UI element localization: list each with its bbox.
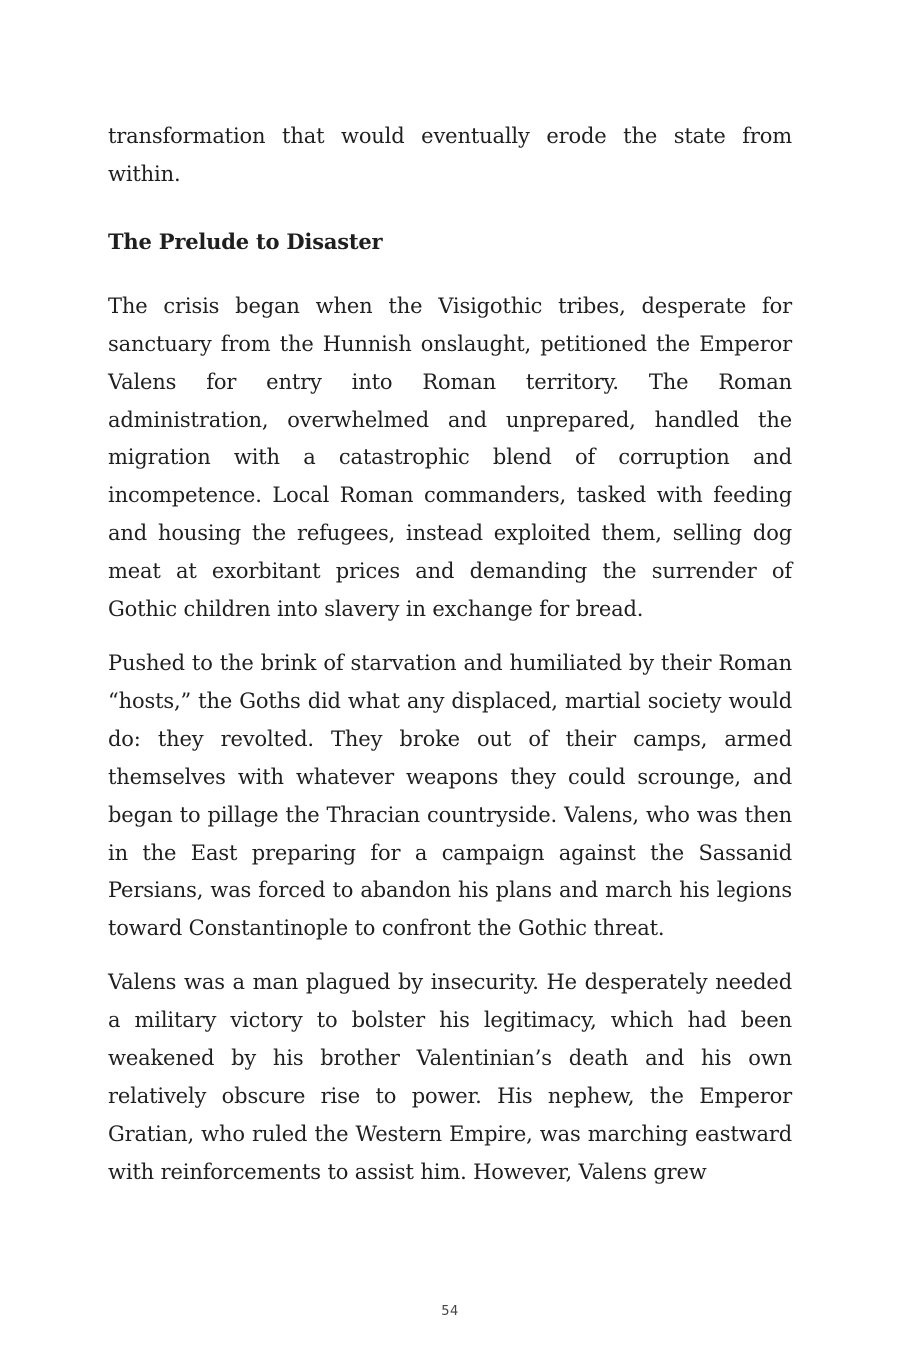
continuation-paragraph: transformation that would eventually erode the state from within. bbox=[108, 124, 792, 186]
body-paragraph-2: Pushed to the brink of starvation and humiliated by their Roman “hosts,” the Goths did what any displaced, martial society would do: they revolted. They broke out of their camps, armed themselves with whatever weapons they could scrounge, and began to pillage the Thracian countryside. Valens, who was then in the East preparing for a campaign against the Sassanid Persians, was forced to abandon his plans and march his legions toward Constantinople to confront the Gothic threat. bbox=[108, 650, 792, 941]
page-number: 54 bbox=[441, 1304, 459, 1319]
body-paragraph-3: Valens was a man plagued by insecurity. He desperately needed a military victory to bolster his legitimacy, which had been weakened by his brother Valentinian’s death and his own relatively obscure rise to power. His nephew, the Emperor Gratian, who ruled the Western Empire, was marching eastward with reinforcements to assist him. However, Valens grew bbox=[108, 970, 792, 1184]
page-body bbox=[108, 118, 792, 1192]
body-paragraph-1: The crisis began when the Visigothic tribes, desperate for sanctuary from the Hunnish onslaught, petitioned the Emperor Valens for entry into Roman territory. The Roman administration, overwhelmed and unprepared, handled the migration with a catastrophic blend of corruption and incompetence. Local Roman commanders, tasked with feeding and housing the refugees, instead exploited them, selling dog meat at exorbitant prices and demanding the surrender of Gothic children into slavery in exchange for bread. bbox=[108, 293, 792, 622]
section-heading: The Prelude to Disaster bbox=[108, 228, 383, 254]
